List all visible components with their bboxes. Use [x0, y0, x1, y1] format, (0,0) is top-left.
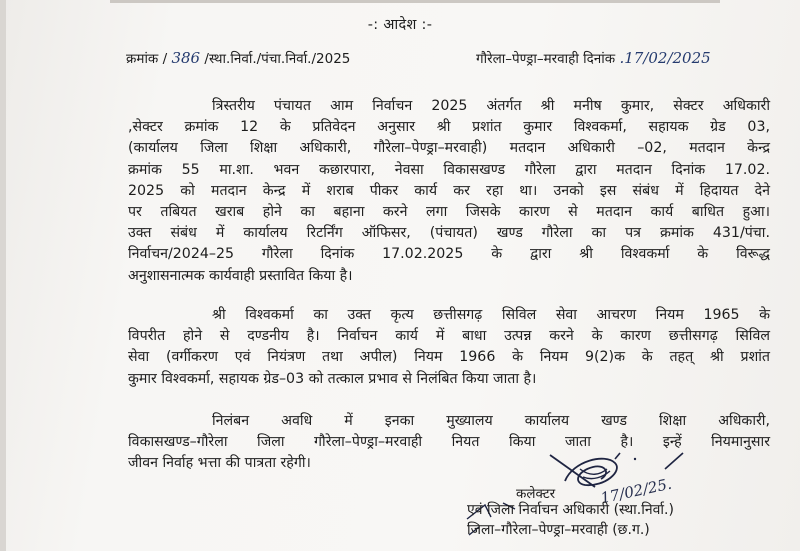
- paragraph-line: उक्त संबंध में कार्यालय रिटर्निंग ऑफिसर, (पंचायत) खण्ड गौरेला का पत्र क्रमांक 431/पंचा.: [128, 225, 770, 242]
- paragraph-line: सेवा (वर्गीकरण एवं नियंत्रण तथा अपील) नियम 1966 के नियम 9(2)क के तहत् श्री प्रशांत: [128, 349, 770, 366]
- order-title: -: आदेश :-: [367, 17, 433, 33]
- paragraph-line: विपरीत होने से दण्डनीय है। निर्वाचन कार्य में बाधा उत्पन्न करने के कारण छत्तीसगढ़ सिविल: [128, 328, 770, 345]
- header-rule: [110, 0, 720, 3]
- paragraph-line: विकासखण्ड–गौरेला जिला गौरेला–पेण्ड्रा–मरवाही नियत किया जाता है। इन्हें नियमानुसार: [128, 434, 770, 451]
- signatory-designation: कलेक्टर: [516, 486, 556, 502]
- reference-prefix: क्रमांक /: [126, 51, 168, 67]
- paragraph-line: कुमार विश्वकर्मा, सहायक ग्रेड–03 को तत्काल प्रभाव से निलंबित किया जाता है।: [128, 370, 537, 387]
- date-handwritten: .17/02/2025: [619, 49, 711, 67]
- reference-suffix: /स्था.निर्वा./पंचा.निर्वा./2025: [204, 51, 351, 67]
- paragraph-line: 2025 को मतदान केन्द्र में शराब पीकर कार्य कर रहा था। उनको इस संबंध में हिदायत देने: [128, 182, 770, 199]
- reference-number-handwritten: 386: [171, 49, 201, 67]
- paragraph-line: पर तबियत खराब होने का बहाना करने लगा जिसके कारण से मतदान कार्य बाधित हुआ।: [128, 204, 770, 221]
- paragraph-line: (कार्यालय जिला शिक्षा अधिकारी, गौरेला–पेण्ड्रा–मरवाही) मतदान अधिकारी –02, मतदान केन्द्र: [128, 140, 770, 157]
- paragraph-line: जीवन निर्वाह भत्ता की पात्रता रहेगी।: [128, 455, 311, 472]
- paragraph-line: श्री विश्वकर्मा का उक्त कृत्य छत्तीसगढ़ सिविल सेवा आचरण नियम 1965 के: [212, 307, 770, 323]
- paragraph-line: ,सेक्टर क्रमांक 12 के प्रतिवेदन अनुसार श्री प्रशांत कुमार विश्वकर्मा, सहायक ग्रेड 03,: [128, 119, 770, 136]
- paragraph-line: निलंबन अवधि में इनका मुख्यालय कार्यालय खण्ड शिक्षा अधिकारी,: [212, 413, 770, 429]
- paragraph-line: निर्वाचन/2024–25 गौरेला दिनांक 17.02.2025 के द्वारा श्री विश्वकर्मा के विरूद्ध: [128, 246, 770, 263]
- order-reference: [126, 49, 350, 67]
- paragraph-2: [128, 305, 770, 390]
- place-date-label: गौरेला–पेण्ड्रा–मरवाही दिनांक: [476, 51, 616, 67]
- paragraph-line: त्रिस्तरीय पंचायत आम निर्वाचन 2025 अंतर्गत श्री मनीष कुमार, सेक्टर अधिकारी: [212, 98, 770, 114]
- order-place-date: [476, 49, 711, 67]
- paragraph-line: क्रमांक 55 मा.शा. भवन कछारपारा, नेवसा विकासखण्ड गौरेला द्वारा मतदान दिनांक 17.02.: [128, 161, 770, 178]
- signatory-district: जिला–गौरेला–पेण्ड्रा–मरवाही (छ.ग.): [467, 522, 650, 538]
- signatory-title: एवं जिला निर्वाचन अधिकारी (स्था.निर्वा.): [467, 502, 674, 518]
- paragraph-line: अनुशासनात्मक कार्यवाही प्रस्तावित किया है।: [128, 267, 353, 284]
- signature-date-handwritten: 17/02/25.: [598, 474, 674, 508]
- page-edge: [0, 0, 6, 551]
- paragraph-1: [128, 96, 770, 287]
